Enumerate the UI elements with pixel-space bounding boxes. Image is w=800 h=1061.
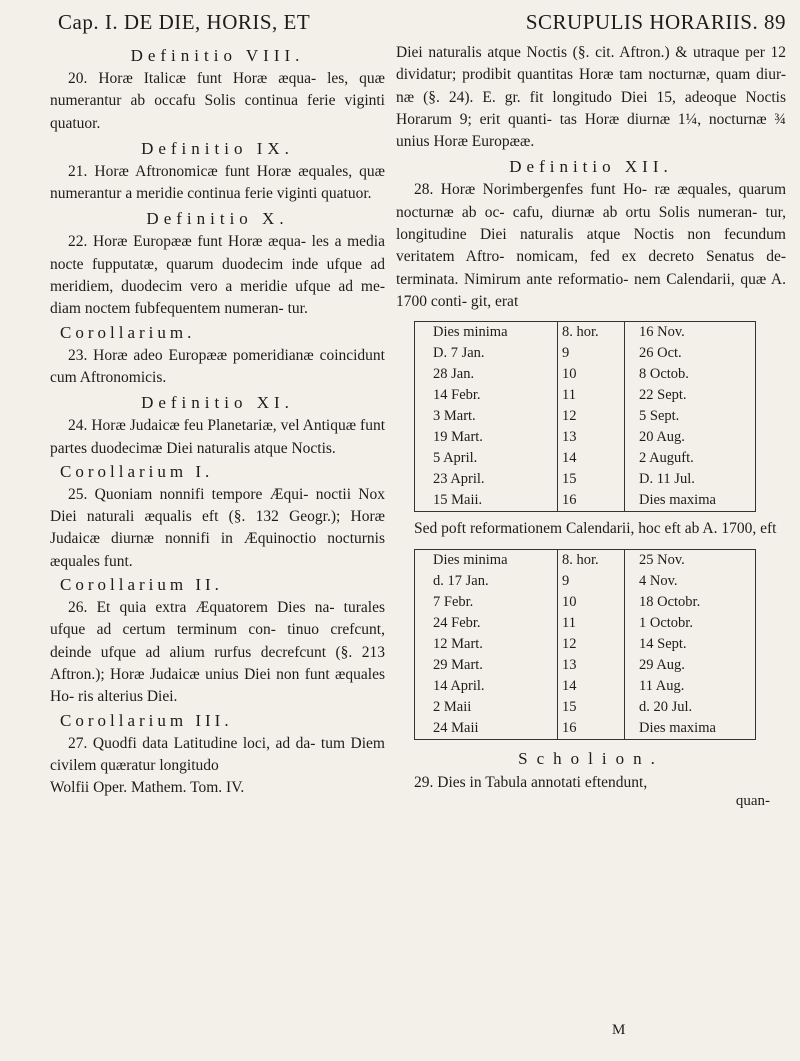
table-cell: 16 Nov.: [639, 324, 685, 341]
table-cell: 22 Sept.: [639, 387, 687, 404]
paragraph-28: 28. Horæ Norimbergenfes funt Ho- ræ æquales, quarum nocturnæ ab oc- cafu, diurnæ ab ortu Solis numeran- tur, longitudine Diei naturalis atque Noctis non fecundum veritatem Aftro- nomicam, fed ex decreto Senatus de- terminata. Nimirum ante reformatio- nem Calendarii, quæ A. 1700 conti- git, erat: [396, 181, 786, 310]
table-cell: 11: [558, 385, 625, 406]
table-cell: 16: [558, 490, 625, 512]
scholion-title: Scholion.: [518, 748, 664, 768]
table-row: [415, 718, 756, 740]
definition-10-title: Definitio X.: [146, 209, 289, 229]
table-cell: 15 Maii.: [415, 490, 558, 512]
table-cell: 14: [558, 448, 625, 469]
paragraph-29: 29. Dies in Tabula annotati eftendunt,: [414, 773, 648, 791]
table-cell: 9: [558, 343, 625, 364]
table-cell: 15: [558, 697, 625, 718]
running-header: [58, 6, 786, 38]
table-cell: d. 17 Jan.: [415, 571, 558, 592]
paragraph-intro: Diei naturalis atque Noctis (§. cit. Aftron.) & utraque per 12 dividatur; prodibit quantitas Horæ tam nocturnæ, quam diur- næ (§. 24). E. gr. fit longitudo Diei 15, adeoque Noctis Horarum 9; erit quanti- tas Horæ diurnæ 1¼, nocturnæ ¾ unius Horæ Europææ.: [396, 44, 786, 151]
catchword-text: quan-: [735, 792, 770, 809]
table-cell: 8. hor.: [558, 549, 625, 571]
paragraph-27: 27. Quodfi data Latitudine loci, ad da- tum Diem civilem quæratur longitudo: [50, 734, 385, 774]
table-cell: D. 7 Jan.: [415, 343, 558, 364]
table-cell: 2 Auguft.: [639, 450, 694, 467]
table-cell: 24 Febr.: [415, 613, 558, 634]
table-cell: 12: [558, 406, 625, 427]
table-cell: 28 Jan.: [415, 364, 558, 385]
table-row: [415, 490, 756, 512]
table-cell: 11 Aug.: [639, 677, 685, 694]
paragraph-25: 25. Quoniam nonnifi tempore Æqui- noctii Nox Diei naturali æqualis eft (§. 132 Geogr.); Horæ Judaicæ diurnæ nonnifi in Æquinoctio nocturnis æquales funt.: [50, 485, 385, 570]
table-cell: 7 Febr.: [415, 592, 558, 613]
definition-11-title: Definitio XI.: [141, 393, 294, 413]
table-cell: 12: [558, 634, 625, 655]
table-row: [415, 406, 756, 427]
table-cell: 29 Mart.: [415, 655, 558, 676]
table-cell: Dies minima: [415, 322, 558, 344]
table-cell: 13: [558, 655, 625, 676]
table-cell: 1 Octobr.: [639, 614, 693, 631]
table-cell: 26 Oct.: [639, 345, 682, 362]
table-cell: 25 Nov.: [639, 551, 685, 568]
corollary-2-title: Corollarium II.: [60, 575, 223, 595]
definition-12-title: Definitio XII.: [509, 157, 673, 177]
table-after-reform: [414, 549, 756, 740]
table-row: [415, 592, 756, 613]
header-right: SCRUPULIS HORARIIS. 89: [525, 10, 786, 34]
table-cell: 19 Mart.: [415, 427, 558, 448]
table-cell: 9: [558, 571, 625, 592]
table-cell: 10: [558, 592, 625, 613]
table-cell: 23 April.: [415, 469, 558, 490]
footer-line: Wolfii Oper. Mathem. Tom. IV.: [50, 779, 245, 797]
table-row: [415, 634, 756, 655]
table-cell: Dies maxima: [639, 719, 716, 736]
corollary-1-title: Corollarium I.: [60, 461, 214, 481]
right-column: [396, 42, 786, 808]
table-row: [415, 469, 756, 490]
table-row: [415, 549, 756, 571]
left-column: [50, 42, 385, 799]
table-row: [415, 427, 756, 448]
definition-8-title: Definitio VIII.: [130, 46, 305, 65]
paragraph-24: 24. Horæ Judaicæ feu Planetariæ, vel Antiquæ funt partes duodecimæ Diei naturalis atque Noctis.: [50, 417, 385, 457]
corollary-3-title: Corollarium III.: [60, 710, 233, 730]
paragraph-21: 21. Horæ Aftronomicæ funt Horæ æquales, quæ numerantur a meridie continua ferie viginti quatuor.: [50, 162, 385, 203]
table-cell: 15: [558, 469, 625, 490]
table-cell: 20 Aug.: [639, 429, 685, 446]
table-cell: 24 Maii: [415, 718, 558, 740]
table-cell: 2 Maii: [415, 697, 558, 718]
table-row: [415, 697, 756, 718]
table-before-reform: [414, 321, 756, 512]
paragraph-23: 23. Horæ adeo Europææ pomeridianæ coincidunt cum Aftronomicis.: [50, 346, 385, 386]
table-cell: 14 Sept.: [639, 635, 687, 652]
table-cell: 29 Aug.: [639, 656, 685, 673]
table-row: [415, 385, 756, 406]
paragraph-post-reform: Sed poft reformationem Calendarii, hoc eft ab A. 1700, eft: [414, 520, 777, 538]
catchword: [396, 794, 786, 808]
table-cell: 5 April.: [415, 448, 558, 469]
paragraph-26: 26. Et quia extra Æquatorem Dies na- turales ufque ad certum terminum con- tinuo crefcunt, deinde ufque ad alium rurfus decrefcunt (§. 213 Aftron.); Horæ Judaicæ unius Diei non funt æquales Ho- ris alterius Diei.: [50, 599, 385, 706]
table-row: [415, 655, 756, 676]
table-row: [415, 613, 756, 634]
table-cell: 5 Sept.: [639, 408, 680, 425]
table-cell: 10: [558, 364, 625, 385]
table-cell: 14 Febr.: [415, 385, 558, 406]
table-cell: 4 Nov.: [639, 572, 678, 589]
table-cell: 8 Octob.: [639, 366, 689, 383]
table-cell: 12 Mart.: [415, 634, 558, 655]
table-row: [415, 343, 756, 364]
table-cell: 16: [558, 718, 625, 740]
table-cell: 8. hor.: [558, 322, 625, 344]
table-cell: 3 Mart.: [415, 406, 558, 427]
table-cell: d. 20 Jul.: [639, 698, 693, 715]
table-cell: 18 Octobr.: [639, 593, 701, 610]
header-left: Cap. I. DE DIE, HORIS, ET: [58, 10, 311, 34]
table-cell: D. 11 Jul.: [639, 471, 695, 488]
table-row: [415, 676, 756, 697]
table-row: [415, 571, 756, 592]
table-cell: Dies minima: [415, 549, 558, 571]
definition-9-title: Definitio IX.: [141, 138, 294, 158]
paragraph-20: 20. Horæ Italicæ funt Horæ æqua- les, quæ numerantur ab occafu Solis continua ferie viginti quatuor.: [50, 70, 385, 132]
paragraph-22: 22. Horæ Europææ funt Horæ æqua- les a media nocte fupputatæ, quarum duodecim inde ufque ad meridiem, duodecim vero a meridie ufque ad me- diam noctem fubfequentem numeran- tur.: [50, 233, 385, 318]
table-row: [415, 364, 756, 385]
table-cell: 13: [558, 427, 625, 448]
table-cell: 14 April.: [415, 676, 558, 697]
signature-mark: M: [612, 1022, 626, 1038]
table-row: [415, 322, 756, 344]
corollary-title: Corollarium.: [60, 322, 196, 342]
table-cell: Dies maxima: [639, 492, 716, 509]
table-cell: 14: [558, 676, 625, 697]
table-row: [415, 448, 756, 469]
table-cell: 11: [558, 613, 625, 634]
